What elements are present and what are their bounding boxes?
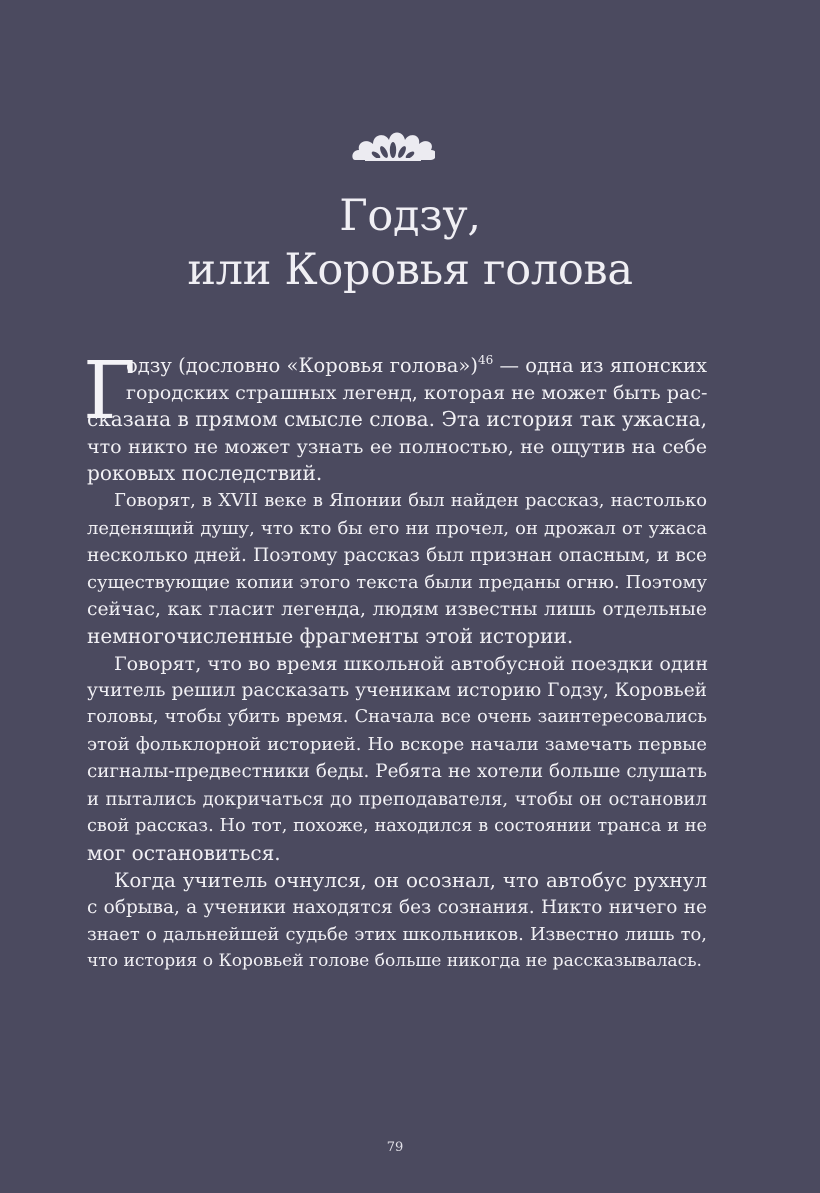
text-line: сейчас, как гласит легенда, людям известны лишь отдельные	[87, 598, 707, 620]
text-line: что никто не может узнать ее полностью, не ощутив на себе	[87, 435, 707, 459]
text-line: с обрыва, а ученики находятся без сознания. Никто ничего не	[87, 896, 707, 918]
text-line: роковых последствий.	[87, 461, 323, 486]
chapter-title-line-2: или Коровья голова	[187, 245, 633, 295]
text-line: этой фольклорной историей. Но вскоре начали замечать первые	[87, 734, 707, 756]
text-line: Говорят, что во время школьной автобусной поездки один	[114, 652, 709, 676]
text-line: сигналы-предвестники беды. Ребята не хотели больше слушать	[87, 761, 707, 783]
text-line: Говорят, в XVII веке в Японии был найден рассказ, настолько	[114, 490, 707, 512]
text-line: Когда учитель очнулся, он осознал, что автобус рухнул	[114, 868, 707, 892]
text-line: что история о Коровьей голове больше никогда не рассказывалась.	[87, 951, 702, 972]
footnote-ref: 46	[477, 353, 494, 367]
text-line: леденящий душу, что кто бы его ни прочел, он дрожал от ужаса	[87, 517, 707, 539]
page-number: 79	[386, 1140, 404, 1155]
text-line: учитель решил рассказать ученикам историю Годзу, Коровьей	[87, 680, 707, 702]
text-line: одзу (дословно «Коровья голова»)$^{46}$ — одна из японских	[126, 353, 707, 377]
text-line: мог остановиться.	[87, 840, 281, 865]
chapter-title-line-1: Годзу,	[339, 191, 481, 241]
text-line: головы, чтобы убить время. Сначала все очень заинтересовались	[87, 707, 707, 728]
text-line: немногочисленные фрагменты этой истории.	[87, 623, 574, 648]
drop-cap: Г	[83, 344, 136, 437]
text-line: существующие копии этого текста были преданы огню. Поэтому	[87, 571, 707, 593]
chapter-body	[83, 344, 709, 975]
fan-ornament-icon	[351, 120, 435, 164]
text-line: знает о дальнейшей судьбе этих школьников. Известно лишь то,	[87, 923, 707, 945]
text-line: городских страшных легенд, которая не может быть рас-	[126, 381, 708, 405]
text-line: и пытались докричаться до преподавателя, чтобы он остановил	[87, 788, 707, 810]
text-line: сказана в прямом смысле слова. Эта история так ужасна,	[87, 407, 707, 432]
text-line: свой рассказ. Но тот, похоже, находился в состоянии транса и не	[87, 815, 707, 836]
text-line: несколько дней. Поэтому рассказ был признан опасным, и все	[87, 544, 707, 566]
